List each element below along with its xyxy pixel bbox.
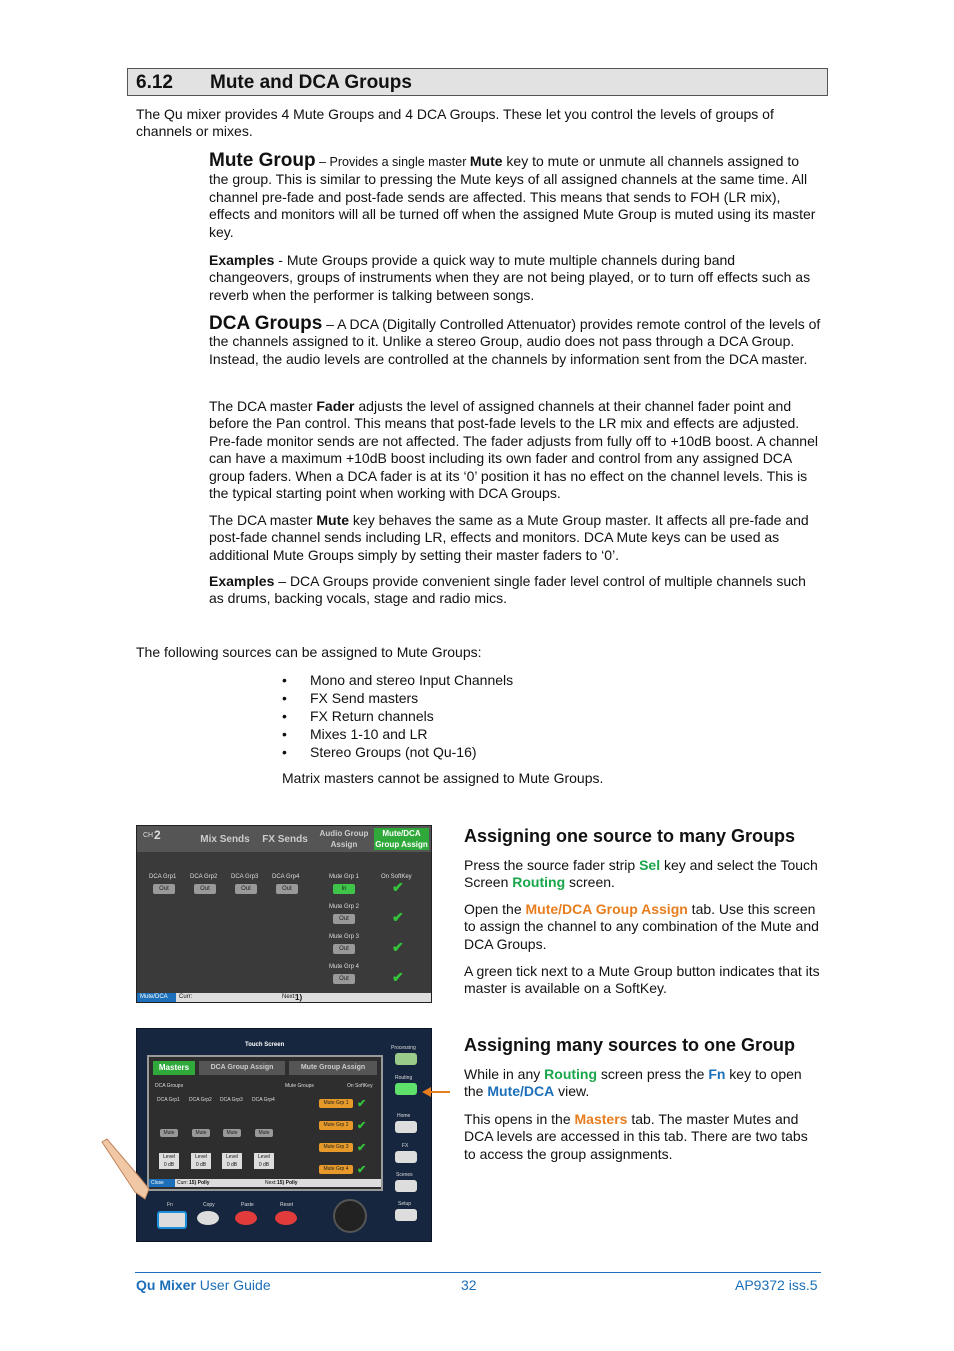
touch-screen: Masters DCA Group Assign Mute Group Assign DCA Groups Mute Groups On SoftKey DCA Grp1 DCA Grp2 DCA Grp3 DCA Grp4 Mute Mute Mute Mute Level 0 dB Level 0 dB Level 0 dB Level 0 dB Mute Grp 1 Mute Grp 2 Mute Grp 3 Mute Grp 4 ✔ ✔ ✔ ✔ Close Curr: 15) Polly Next: 15) Polly (147, 1055, 383, 1191)
intro-paragraph: The Qu mixer provides 4 Mute Groups and 4 DCA Groups. These let you control the levels of groups of channels or mixes. (136, 106, 774, 140)
dca-grp3-button[interactable]: Out (235, 884, 257, 894)
status-bar: Close Curr: 15) Polly Next: 15) Polly (149, 1179, 381, 1187)
section-header (127, 68, 828, 96)
softkey-tick-icon: ✔ (357, 1164, 367, 1176)
copy-key[interactable] (197, 1211, 219, 1225)
scenes-key[interactable] (395, 1180, 417, 1192)
dca2-mute-button[interactable]: Mute (192, 1129, 210, 1137)
dca4-mute-button[interactable]: Mute (255, 1129, 273, 1137)
dca-grp1-button[interactable]: Out (153, 884, 175, 894)
status-bar: Mute/DCA Curr: Next: 1) (137, 993, 431, 1002)
fx-key[interactable] (395, 1151, 417, 1163)
assign-many-p2: This opens in the Masters tab. The master Mutes and DCA levels are accessed in this tab. There are two tabs to access the group assignments. (464, 1111, 808, 1162)
tab-dca-group-assign[interactable]: DCA Group Assign (199, 1061, 285, 1075)
section-number: 6.12 (136, 72, 173, 93)
fn-key[interactable] (157, 1211, 187, 1229)
dca3-level[interactable]: Level 0 dB (222, 1153, 242, 1169)
tab-mute-group-assign[interactable]: Mute Group Assign (289, 1061, 377, 1075)
list-item: • Stereo Groups (not Qu-16) (310, 743, 710, 761)
rotary-encoder[interactable] (333, 1199, 367, 1233)
dca1-mute-button[interactable]: Mute (160, 1129, 178, 1137)
dca-mute-paragraph: The DCA master Mute key behaves the same as a Mute Group master. It affects all pre-fade and post-fade channel sends including LR, effects and monitors. DCA Mute keys can be used as additional Mute Groups simply by setting their master faders to ‘0’. (209, 512, 809, 563)
mute-grp3-button[interactable]: Out (333, 944, 355, 954)
dca-grp2-button[interactable]: Out (194, 884, 216, 894)
mute-grp3-button[interactable]: Mute Grp 3 (319, 1143, 353, 1152)
dca-examples: Examples – DCA Groups provide convenient single fader level control of multiple channels such as drums, backing vocals, stage and radio mics. (209, 573, 806, 607)
softkey-tick-icon: ✔ (392, 969, 404, 985)
console-image: Touch Screen Masters DCA Group Assign Mute Group Assign DCA Groups Mute Groups On SoftKey DCA Grp1 DCA Grp2 DCA Grp3 DCA Grp4 Mute Mute Mute Mute Level 0 dB Level 0 dB Level 0 dB Level 0 dB Mute Grp 1 Mute Grp 2 Mute Grp 3 Mute Grp 4 ✔ ✔ ✔ ✔ Close Curr: 15) Polly Next: 15) Polly Processing Routing Home FX Scenes Setup Fn Copy Paste Reset (136, 1028, 432, 1242)
tab-mute-dca-group-assign[interactable]: Mute/DCA Group Assign (375, 829, 428, 849)
dca3-mute-button[interactable]: Mute (223, 1129, 241, 1137)
mute-grp2-button[interactable]: Mute Grp 2 (319, 1121, 353, 1130)
matrix-note: Matrix masters cannot be assigned to Mute Groups. (282, 770, 604, 786)
mute-grp4-button[interactable]: Out (333, 974, 355, 984)
softkey-tick-icon: ✔ (357, 1120, 367, 1132)
processing-key[interactable] (395, 1053, 417, 1065)
assign-many-p1: While in any Routing screen press the Fn key to open the Mute/DCA view. (464, 1066, 802, 1100)
softkey-tick-icon: ✔ (357, 1098, 367, 1110)
dca-groups-heading: DCA Groups (209, 313, 323, 334)
dca-fader-paragraph: The DCA master Fader adjusts the level of assigned channels at their channel fader point and before the Pan control. This means that post-fade levels to the LR mix and effects are adjusted. Pre-fade monitor sends are not affected. The fader adjusts from fully off to +10dB boost. A channel can have a maximum +10dB boost including its own fader and control from any assigned DCA group faders. When a DCA fader is at its ‘0’ position it has no effect on the channel levels. This is the typical starting point when working with DCA Groups. (209, 398, 818, 502)
mute-group-paragraph: Mute Group – Provides a single master Mute key to mute or unmute all channels assigned to the group. This is similar to pressing the Mute keys of all assigned channels at the same time. All channel pre-fade and post-fade sends are affected. This means that sends to FOH (LR mix), effects and monitors will all be turned off when the assigned Mute Group is muted using its master key. (209, 150, 816, 240)
reset-key[interactable] (275, 1211, 297, 1225)
doc-reference: AP9372 iss.5 (735, 1277, 818, 1293)
sources-intro: The following sources can be assigned to Mute Groups: (136, 644, 482, 660)
assign-one-p2: Open the Mute/DCA Group Assign tab. Use this screen to assign the channel to any combination of the Mute and DCA Groups. (464, 901, 819, 952)
tab-fx-sends[interactable]: FX Sends (262, 834, 308, 845)
footer-rule (135, 1272, 821, 1273)
screen-tab-bar: CH 2 Mix Sends FX Sends Audio Group Assign Mute/DCA Group Assign (137, 826, 431, 852)
setup-key[interactable] (395, 1209, 417, 1221)
dca-groups-paragraph: DCA Groups – A DCA (Digitally Controlled Attenuator) provides remote control of the levels of the channels assigned to it. Unlike a stereo Group, audio does not pass through a DCA Group. Instead, the audio levels are controlled at the channels by information sent from the DCA master. (209, 313, 821, 367)
page-number: 32 (461, 1277, 477, 1293)
list-item: • Mixes 1-10 and LR (310, 725, 710, 743)
dca2-level[interactable]: Level 0 dB (191, 1153, 211, 1169)
mute-group-heading: Mute Group (209, 150, 316, 171)
assign-one-p3: A green tick next to a Mute Group button indicates that its master is available on a SoftKey. (464, 963, 820, 997)
mute-grp1-button[interactable]: Mute Grp 1 (319, 1099, 353, 1108)
tab-mix-sends[interactable]: Mix Sends (200, 834, 250, 845)
list-item: • Mono and stereo Input Channels (310, 671, 710, 689)
routing-screen-image: CH 2 Mix Sends FX Sends Audio Group Assign Mute/DCA Group Assign DCA Grp1 DCA Grp2 DCA Grp3 DCA Grp4 Out Out Out Out On SoftKey Mute Grp 1 In ✔ Mute Grp 2 Out ✔ Mute Grp 3 Out ✔ Mute Grp 4 Out ✔ Mute/DCA Curr: Next: 1) (136, 825, 432, 1003)
pointing-hand-icon (97, 1137, 157, 1207)
softkey-tick-icon: ✔ (392, 879, 404, 895)
softkey-tick-icon: ✔ (357, 1142, 367, 1154)
tab-masters[interactable]: Masters (153, 1061, 195, 1075)
softkey-tick-icon: ✔ (392, 939, 404, 955)
routing-key[interactable] (395, 1083, 417, 1095)
mute-grp1-button[interactable]: In (333, 884, 355, 894)
assign-one-p1: Press the source fader strip Sel key and select the Touch Screen Routing screen. (464, 857, 818, 891)
softkey-tick-icon: ✔ (392, 909, 404, 925)
dca4-level[interactable]: Level 0 dB (254, 1153, 274, 1169)
assign-many-heading: Assigning many sources to one Group (464, 1035, 796, 1055)
assign-one-heading: Assigning one source to many Groups (464, 826, 796, 846)
mute-grp2-button[interactable]: Out (333, 914, 355, 924)
tab-audio-group-assign[interactable]: Audio Group Assign (319, 829, 369, 849)
dca-grp4-button[interactable]: Out (276, 884, 298, 894)
dca1-level[interactable]: Level 0 dB (159, 1153, 179, 1169)
list-item: • FX Send masters (310, 689, 710, 707)
mute-group-examples: Examples - Mute Groups provide a quick way to mute multiple channels during band changeovers, groups of instruments when they are not being played, or to turn off effects such as reverb when the performer is talking between songs. (209, 252, 811, 303)
section-title: Mute and DCA Groups (210, 72, 412, 93)
sources-list (310, 671, 710, 761)
paste-key[interactable] (235, 1211, 257, 1225)
mute-grp4-button[interactable]: Mute Grp 4 (319, 1165, 353, 1174)
list-item: • FX Return channels (310, 707, 710, 725)
arrow-left-icon (422, 1085, 452, 1099)
footer-guide-title: Qu Mixer User Guide (136, 1277, 271, 1293)
home-key[interactable] (395, 1121, 417, 1133)
